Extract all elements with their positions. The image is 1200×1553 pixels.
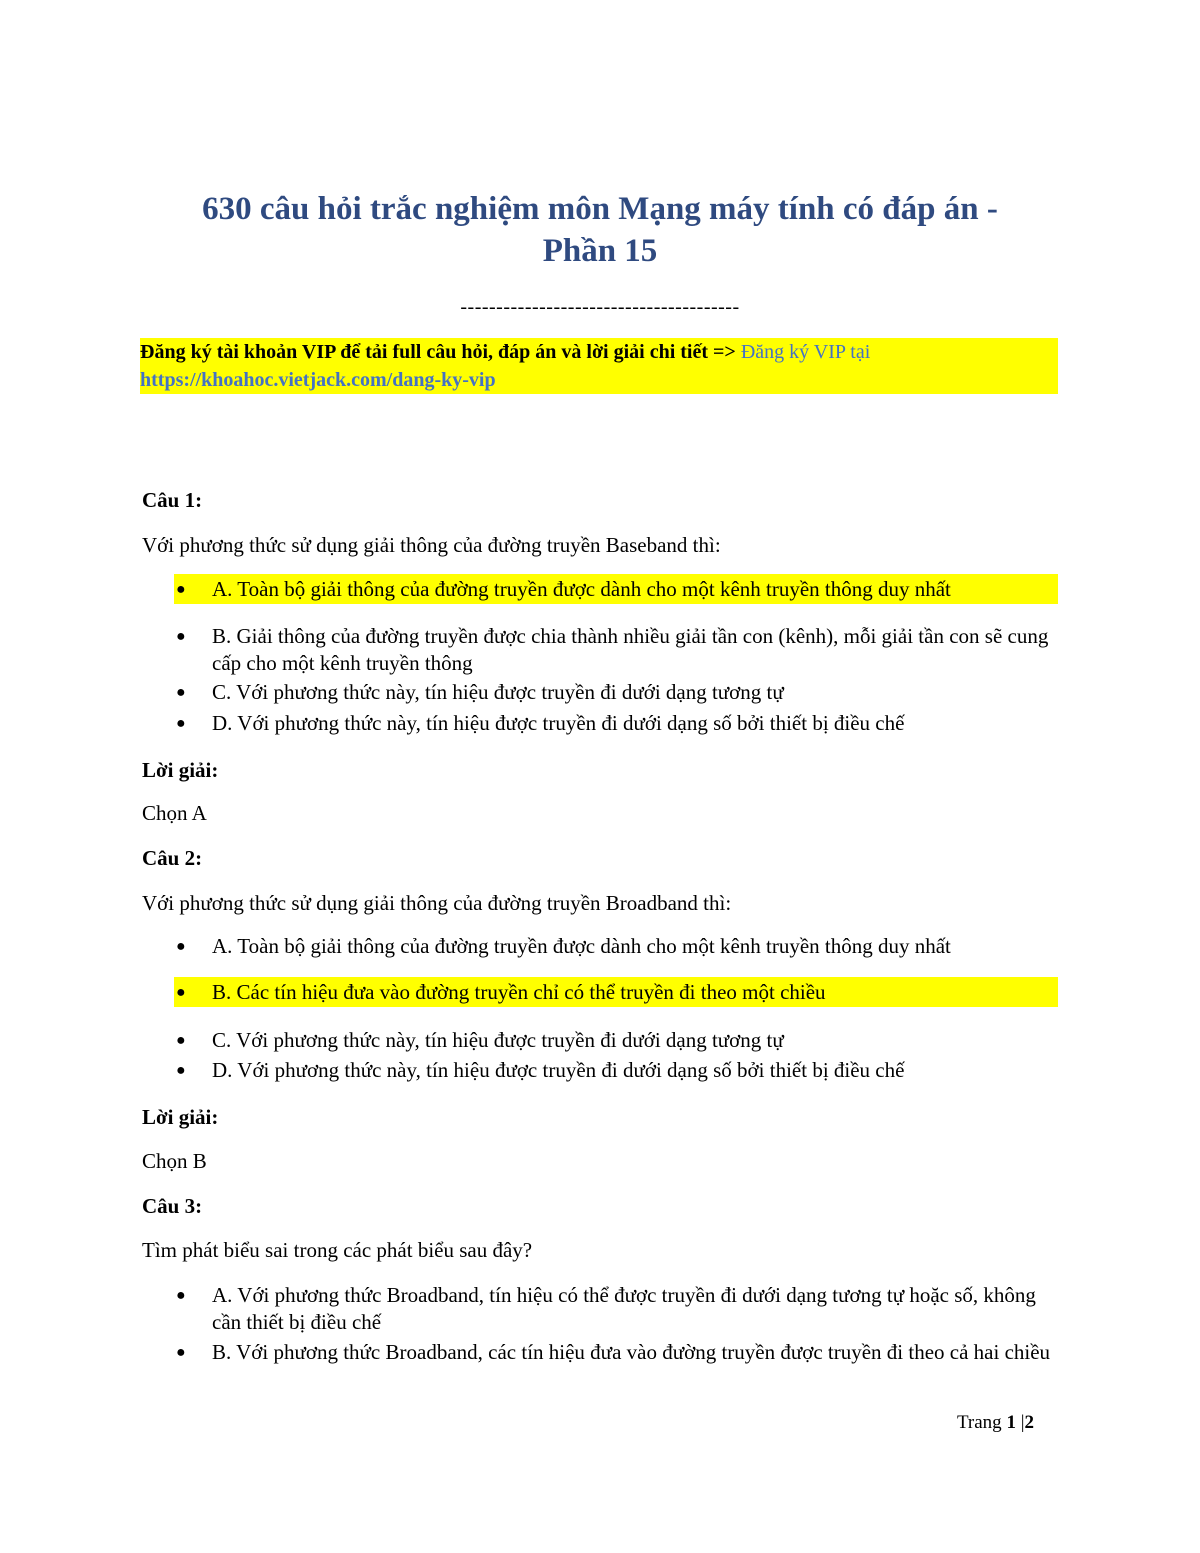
title-line-2: Phần 15 — [542, 233, 658, 269]
document-page: 630 câu hỏi trắc nghiệm môn Mạng máy tính có đáp án - Phần 15 --------------------------------------- Đăng ký tài khoản VIP để tải full câu hỏi, đáp án và lời giải chi tiết => Đăng ký VIP tại https://khoahoc.vietjack.com/dang-ky-vip Câu 1: Với phương thức sử dụng giải thông của đường truyền Baseband thì: ● A. Toàn bộ giải thông của đường truyền được dành cho một kênh truyền thông duy nhất ● B. Giải thông của đường truyền được chia thành nhiều giải tần con (kênh), mỗi giải tần con sẽ cung cấp cho một kênh truyền thông ● C. Với phương thức này, tín hiệu được truyền đi dưới dạng tương tự ● D. Với phương thức này, tín hiệu được truyền đi dưới dạng số bởi thiết bị điều chế Lời giải: Chọn A Câu 2: Với phương thức sử dụng giải thông của đường truyền Broadband thì: ● A. Toàn bộ giải thông của đường truyền được dành cho một kênh truyền thông duy nhất ● B. Các tín hiệu đưa vào đường truyền chỉ có thể truyền đi theo một chiều ● C. Với phương thức này, tín hiệu được truyền đi dưới dạng tương tự ● D. Với phương thức này, tín hiệu được truyền đi dưới dạng số bởi thiết bị điều chế Lời giải: Chọn B Câu 3: Tìm phát biểu sai trong các phát biểu sau đây? ● A. Với phương thức Broadband, tín hiệu có thể được truyền đi dưới dạng tương tự hoặc số, không cần thiết bị điều chế ● B. Với phương thức Broadband, các tín hiệu đưa vào đường truyền được truyền đi theo cả hai chiều Trang 1 |2 — [0, 0, 1200, 1553]
option-text: B. Các tín hiệu đưa vào đường truyền chỉ có thể truyền đi theo một chiều — [212, 980, 826, 1004]
document-title — [140, 188, 1060, 272]
title-line-1: 630 câu hỏi trắc nghiệm môn Mạng máy tính có đáp án - — [202, 191, 998, 227]
option-text: A. Với phương thức Broadband, tín hiệu có thể được truyền đi dưới dạng tương tự hoặc số, không cần thiết bị điều chế — [212, 1283, 1036, 1334]
footer-total-pages: 2 — [1024, 1412, 1034, 1433]
page-footer — [957, 1412, 1034, 1434]
question-2-label: Câu 2: — [142, 846, 203, 870]
vip-url-link[interactable]: https://khoahoc.vietjack.com/dang-ky-vip — [140, 369, 496, 391]
question-3-label: Câu 3: — [142, 1194, 203, 1218]
question-1-solution-label: Lời giải: — [142, 758, 219, 782]
option-text: C. Với phương thức này, tín hiệu được truyền đi dưới dạng tương tự — [212, 1028, 784, 1052]
question-2-solution: Chọn B — [142, 1149, 207, 1173]
vip-banner — [140, 338, 1058, 394]
question-3-prompt: Tìm phát biểu sai trong các phát biểu sau đây? — [142, 1238, 533, 1262]
footer-prefix: Trang — [956, 1412, 1002, 1433]
divider-line: --------------------------------------- — [460, 296, 740, 318]
option-text: B. Giải thông của đường truyền được chia thành nhiều giải tần con (kênh), mỗi giải tần con sẽ cung cấp cho một kênh truyền thông — [212, 624, 1049, 675]
footer-separator: | — [1020, 1412, 1025, 1433]
question-1-prompt: Với phương thức sử dụng giải thông của đường truyền Baseband thì: — [142, 533, 721, 557]
option-text: D. Với phương thức này, tín hiệu được truyền đi dưới dạng số bởi thiết bị điều chế — [212, 1058, 905, 1082]
option-text: B. Với phương thức Broadband, các tín hiệu đưa vào đường truyền được truyền đi theo cả hai chiều — [212, 1340, 1051, 1364]
question-1-solution: Chọn A — [142, 801, 207, 825]
question-2-solution-label: Lời giải: — [142, 1105, 219, 1129]
footer-page-number: 1 — [1006, 1412, 1016, 1433]
question-2-option-b: ● B. Các tín hiệu đưa vào đường truyền chỉ có thể truyền đi theo một chiều — [174, 977, 1058, 1007]
option-text: A. Toàn bộ giải thông của đường truyền được dành cho một kênh truyền thông duy nhất — [212, 577, 951, 601]
option-text: A. Toàn bộ giải thông của đường truyền được dành cho một kênh truyền thông duy nhất — [212, 934, 951, 958]
vip-register-link[interactable]: Đăng ký VIP tại — [740, 341, 871, 363]
question-1-option-a: ● A. Toàn bộ giải thông của đường truyền được dành cho một kênh truyền thông duy nhất — [174, 574, 1058, 604]
option-text: C. Với phương thức này, tín hiệu được truyền đi dưới dạng tương tự — [212, 680, 784, 704]
question-2-prompt: Với phương thức sử dụng giải thông của đường truyền Broadband thì: — [142, 891, 732, 915]
vip-text: Đăng ký tài khoản VIP để tải full câu hỏi, đáp án và lời giải chi tiết => — [140, 341, 741, 363]
option-text: D. Với phương thức này, tín hiệu được truyền đi dưới dạng số bởi thiết bị điều chế — [212, 711, 905, 735]
question-1-label: Câu 1: — [142, 488, 203, 512]
